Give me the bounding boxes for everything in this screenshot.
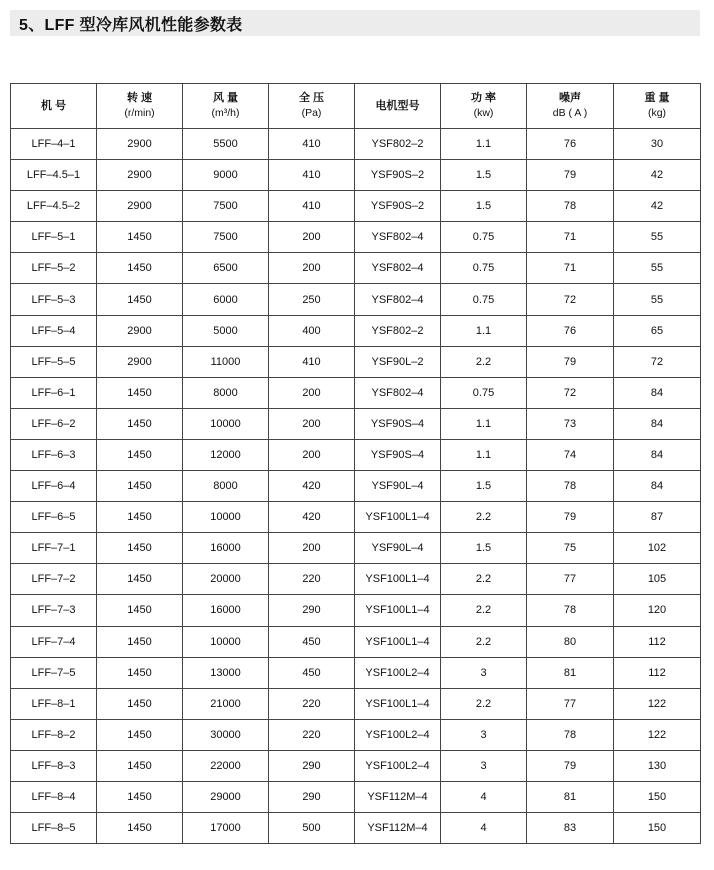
cell-airflow: 12000 xyxy=(183,439,269,470)
cell-model: LFF–5–4 xyxy=(11,315,97,346)
cell-weight: 84 xyxy=(614,439,701,470)
header-weight-label: 重 量 xyxy=(644,92,670,104)
cell-speed: 1450 xyxy=(97,253,183,284)
cell-pressure: 410 xyxy=(269,191,355,222)
table-row xyxy=(11,439,701,470)
table-row xyxy=(11,719,701,750)
table-row xyxy=(11,346,701,377)
cell-model: LFF–4.5–1 xyxy=(11,160,97,191)
cell-pressure: 400 xyxy=(269,315,355,346)
cell-speed: 1450 xyxy=(97,222,183,253)
cell-speed: 2900 xyxy=(97,346,183,377)
cell-power: 1.5 xyxy=(441,191,527,222)
cell-weight: 84 xyxy=(614,471,701,502)
cell-noise: 72 xyxy=(527,377,614,408)
header-pressure-unit: (Pa) xyxy=(301,107,322,119)
cell-airflow: 7500 xyxy=(183,222,269,253)
cell-noise: 77 xyxy=(527,688,614,719)
cell-speed: 1450 xyxy=(97,439,183,470)
cell-weight: 150 xyxy=(614,813,701,844)
cell-motor-model: YSF90L–4 xyxy=(355,471,441,502)
cell-motor-model: YSF100L2–4 xyxy=(355,750,441,781)
cell-noise: 81 xyxy=(527,657,614,688)
cell-speed: 1450 xyxy=(97,626,183,657)
cell-weight: 84 xyxy=(614,408,701,439)
cell-pressure: 200 xyxy=(269,377,355,408)
cell-speed: 2900 xyxy=(97,315,183,346)
table-row xyxy=(11,253,701,284)
cell-model: LFF–6–2 xyxy=(11,408,97,439)
cell-speed: 1450 xyxy=(97,595,183,626)
header-model-label: 机 号 xyxy=(40,99,67,112)
header-pressure-label: 全 压 xyxy=(298,92,325,104)
cell-weight: 55 xyxy=(614,222,701,253)
cell-motor-model: YSF90S–4 xyxy=(355,439,441,470)
fan-performance-table xyxy=(10,83,701,844)
table-row xyxy=(11,129,701,160)
cell-noise: 71 xyxy=(527,222,614,253)
cell-motor-model: YSF90S–2 xyxy=(355,191,441,222)
header-speed-unit: (r/min) xyxy=(124,107,155,119)
cell-noise: 79 xyxy=(527,346,614,377)
cell-airflow: 6000 xyxy=(183,284,269,315)
cell-motor-model: YSF100L1–4 xyxy=(355,502,441,533)
cell-pressure: 200 xyxy=(269,222,355,253)
cell-noise: 79 xyxy=(527,750,614,781)
header-airflow-unit: (m³/h) xyxy=(211,107,240,119)
header-noise-label: 噪声 xyxy=(559,92,581,104)
cell-airflow: 8000 xyxy=(183,471,269,502)
table-row xyxy=(11,750,701,781)
cell-pressure: 220 xyxy=(269,688,355,719)
table-row xyxy=(11,471,701,502)
cell-pressure: 250 xyxy=(269,284,355,315)
cell-motor-model: YSF100L1–4 xyxy=(355,688,441,719)
table-row xyxy=(11,191,701,222)
cell-power: 3 xyxy=(441,750,527,781)
cell-pressure: 220 xyxy=(269,564,355,595)
cell-pressure: 410 xyxy=(269,346,355,377)
header-airflow xyxy=(183,84,269,129)
cell-noise: 78 xyxy=(527,719,614,750)
cell-speed: 1450 xyxy=(97,408,183,439)
cell-airflow: 6500 xyxy=(183,253,269,284)
cell-pressure: 290 xyxy=(269,595,355,626)
cell-power: 2.2 xyxy=(441,346,527,377)
cell-motor-model: YSF802–2 xyxy=(355,129,441,160)
cell-power: 2.2 xyxy=(441,595,527,626)
cell-weight: 105 xyxy=(614,564,701,595)
cell-airflow: 7500 xyxy=(183,191,269,222)
cell-airflow: 9000 xyxy=(183,160,269,191)
header-speed-label: 转 速 xyxy=(126,92,153,104)
cell-pressure: 420 xyxy=(269,471,355,502)
table-row xyxy=(11,315,701,346)
cell-model: LFF–7–1 xyxy=(11,533,97,564)
cell-power: 4 xyxy=(441,781,527,812)
cell-model: LFF–6–1 xyxy=(11,377,97,408)
cell-motor-model: YSF100L1–4 xyxy=(355,564,441,595)
cell-airflow: 16000 xyxy=(183,533,269,564)
cell-power: 3 xyxy=(441,657,527,688)
cell-motor-model: YSF100L2–4 xyxy=(355,719,441,750)
cell-weight: 122 xyxy=(614,719,701,750)
cell-power: 2.2 xyxy=(441,688,527,719)
cell-speed: 1450 xyxy=(97,564,183,595)
table-row xyxy=(11,533,701,564)
cell-model: LFF–5–3 xyxy=(11,284,97,315)
cell-pressure: 220 xyxy=(269,719,355,750)
cell-pressure: 290 xyxy=(269,781,355,812)
cell-power: 2.2 xyxy=(441,564,527,595)
cell-pressure: 200 xyxy=(269,408,355,439)
cell-model: LFF–8–2 xyxy=(11,719,97,750)
cell-speed: 2900 xyxy=(97,129,183,160)
cell-motor-model: YSF100L1–4 xyxy=(355,626,441,657)
cell-model: LFF–7–2 xyxy=(11,564,97,595)
cell-noise: 79 xyxy=(527,160,614,191)
header-noise-unit: dB ( A ) xyxy=(552,107,588,119)
cell-weight: 42 xyxy=(614,160,701,191)
cell-pressure: 200 xyxy=(269,533,355,564)
cell-motor-model: YSF90L–4 xyxy=(355,533,441,564)
cell-motor-model: YSF112M–4 xyxy=(355,781,441,812)
cell-model: LFF–5–1 xyxy=(11,222,97,253)
cell-power: 2.2 xyxy=(441,626,527,657)
cell-weight: 130 xyxy=(614,750,701,781)
cell-power: 1.1 xyxy=(441,439,527,470)
cell-pressure: 450 xyxy=(269,657,355,688)
cell-weight: 42 xyxy=(614,191,701,222)
cell-speed: 1450 xyxy=(97,533,183,564)
cell-noise: 77 xyxy=(527,564,614,595)
cell-speed: 1450 xyxy=(97,377,183,408)
cell-speed: 1450 xyxy=(97,657,183,688)
cell-power: 3 xyxy=(441,719,527,750)
header-motor-model-label: 电机型号 xyxy=(375,99,420,112)
cell-airflow: 5500 xyxy=(183,129,269,160)
table-body xyxy=(11,129,701,844)
cell-noise: 83 xyxy=(527,813,614,844)
cell-model: LFF–6–4 xyxy=(11,471,97,502)
cell-weight: 150 xyxy=(614,781,701,812)
header-weight xyxy=(614,84,701,129)
cell-speed: 2900 xyxy=(97,191,183,222)
cell-model: LFF–5–2 xyxy=(11,253,97,284)
cell-weight: 112 xyxy=(614,657,701,688)
header-noise xyxy=(527,84,614,129)
cell-power: 1.5 xyxy=(441,160,527,191)
header-model xyxy=(11,84,97,129)
cell-pressure: 290 xyxy=(269,750,355,781)
cell-model: LFF–7–3 xyxy=(11,595,97,626)
cell-airflow: 13000 xyxy=(183,657,269,688)
header-power-label: 功 率 xyxy=(470,92,497,104)
cell-airflow: 16000 xyxy=(183,595,269,626)
table-row xyxy=(11,284,701,315)
cell-power: 1.1 xyxy=(441,129,527,160)
header-motor-model xyxy=(355,84,441,129)
cell-motor-model: YSF802–4 xyxy=(355,377,441,408)
cell-airflow: 29000 xyxy=(183,781,269,812)
cell-motor-model: YSF90S–2 xyxy=(355,160,441,191)
cell-power: 0.75 xyxy=(441,222,527,253)
header-speed xyxy=(97,84,183,129)
cell-model: LFF–8–1 xyxy=(11,688,97,719)
cell-model: LFF–8–4 xyxy=(11,781,97,812)
cell-noise: 78 xyxy=(527,471,614,502)
cell-noise: 71 xyxy=(527,253,614,284)
cell-airflow: 21000 xyxy=(183,688,269,719)
cell-noise: 76 xyxy=(527,129,614,160)
cell-model: LFF–5–5 xyxy=(11,346,97,377)
cell-motor-model: YSF802–4 xyxy=(355,253,441,284)
header-weight-unit: (kg) xyxy=(647,107,667,119)
table-row xyxy=(11,408,701,439)
cell-motor-model: YSF802–4 xyxy=(355,222,441,253)
cell-power: 4 xyxy=(441,813,527,844)
cell-model: LFF–7–5 xyxy=(11,657,97,688)
cell-motor-model: YSF100L2–4 xyxy=(355,657,441,688)
cell-weight: 122 xyxy=(614,688,701,719)
cell-speed: 1450 xyxy=(97,471,183,502)
table-row xyxy=(11,160,701,191)
cell-noise: 75 xyxy=(527,533,614,564)
cell-motor-model: YSF90S–4 xyxy=(355,408,441,439)
cell-airflow: 5000 xyxy=(183,315,269,346)
cell-model: LFF–6–3 xyxy=(11,439,97,470)
cell-pressure: 500 xyxy=(269,813,355,844)
table-row xyxy=(11,626,701,657)
cell-motor-model: YSF802–2 xyxy=(355,315,441,346)
cell-model: LFF–6–5 xyxy=(11,502,97,533)
cell-speed: 1450 xyxy=(97,781,183,812)
cell-airflow: 8000 xyxy=(183,377,269,408)
cell-noise: 76 xyxy=(527,315,614,346)
cell-model: LFF–8–3 xyxy=(11,750,97,781)
cell-weight: 120 xyxy=(614,595,701,626)
cell-speed: 1450 xyxy=(97,502,183,533)
cell-weight: 55 xyxy=(614,284,701,315)
cell-power: 0.75 xyxy=(441,284,527,315)
cell-airflow: 30000 xyxy=(183,719,269,750)
cell-motor-model: YSF100L1–4 xyxy=(355,595,441,626)
cell-model: LFF–4–1 xyxy=(11,129,97,160)
cell-power: 1.5 xyxy=(441,533,527,564)
cell-power: 1.5 xyxy=(441,471,527,502)
header-row xyxy=(11,84,701,129)
performance-table-container xyxy=(10,83,700,844)
header-pressure xyxy=(269,84,355,129)
cell-noise: 80 xyxy=(527,626,614,657)
cell-weight: 30 xyxy=(614,129,701,160)
cell-power: 2.2 xyxy=(441,502,527,533)
cell-power: 0.75 xyxy=(441,253,527,284)
cell-weight: 102 xyxy=(614,533,701,564)
table-row xyxy=(11,377,701,408)
cell-weight: 72 xyxy=(614,346,701,377)
cell-motor-model: YSF802–4 xyxy=(355,284,441,315)
cell-noise: 74 xyxy=(527,439,614,470)
cell-airflow: 17000 xyxy=(183,813,269,844)
cell-noise: 73 xyxy=(527,408,614,439)
cell-pressure: 200 xyxy=(269,253,355,284)
table-row xyxy=(11,564,701,595)
cell-pressure: 420 xyxy=(269,502,355,533)
cell-power: 0.75 xyxy=(441,377,527,408)
cell-pressure: 410 xyxy=(269,160,355,191)
cell-noise: 72 xyxy=(527,284,614,315)
cell-pressure: 200 xyxy=(269,439,355,470)
section-title-bar xyxy=(10,10,700,36)
cell-weight: 55 xyxy=(614,253,701,284)
cell-airflow: 11000 xyxy=(183,346,269,377)
table-row xyxy=(11,222,701,253)
table-row xyxy=(11,688,701,719)
cell-model: LFF–8–5 xyxy=(11,813,97,844)
cell-model: LFF–7–4 xyxy=(11,626,97,657)
cell-speed: 1450 xyxy=(97,688,183,719)
cell-power: 1.1 xyxy=(441,315,527,346)
cell-power: 1.1 xyxy=(441,408,527,439)
cell-airflow: 10000 xyxy=(183,626,269,657)
cell-airflow: 20000 xyxy=(183,564,269,595)
cell-noise: 81 xyxy=(527,781,614,812)
cell-weight: 87 xyxy=(614,502,701,533)
cell-weight: 112 xyxy=(614,626,701,657)
cell-weight: 65 xyxy=(614,315,701,346)
cell-model: LFF–4.5–2 xyxy=(11,191,97,222)
cell-noise: 78 xyxy=(527,595,614,626)
table-header xyxy=(11,84,701,129)
table-row xyxy=(11,781,701,812)
cell-pressure: 410 xyxy=(269,129,355,160)
section-title: 5、LFF 型冷库风机性能参数表 xyxy=(19,16,243,34)
header-airflow-label: 风 量 xyxy=(212,92,239,104)
cell-motor-model: YSF112M–4 xyxy=(355,813,441,844)
cell-speed: 1450 xyxy=(97,813,183,844)
table-row xyxy=(11,813,701,844)
cell-noise: 78 xyxy=(527,191,614,222)
table-row xyxy=(11,595,701,626)
cell-pressure: 450 xyxy=(269,626,355,657)
cell-noise: 79 xyxy=(527,502,614,533)
cell-airflow: 10000 xyxy=(183,408,269,439)
cell-airflow: 22000 xyxy=(183,750,269,781)
cell-weight: 84 xyxy=(614,377,701,408)
cell-speed: 1450 xyxy=(97,719,183,750)
header-power xyxy=(441,84,527,129)
table-row xyxy=(11,502,701,533)
cell-speed: 2900 xyxy=(97,160,183,191)
cell-airflow: 10000 xyxy=(183,502,269,533)
cell-speed: 1450 xyxy=(97,750,183,781)
cell-motor-model: YSF90L–2 xyxy=(355,346,441,377)
table-row xyxy=(11,657,701,688)
cell-speed: 1450 xyxy=(97,284,183,315)
header-power-unit: (kw) xyxy=(473,107,494,119)
